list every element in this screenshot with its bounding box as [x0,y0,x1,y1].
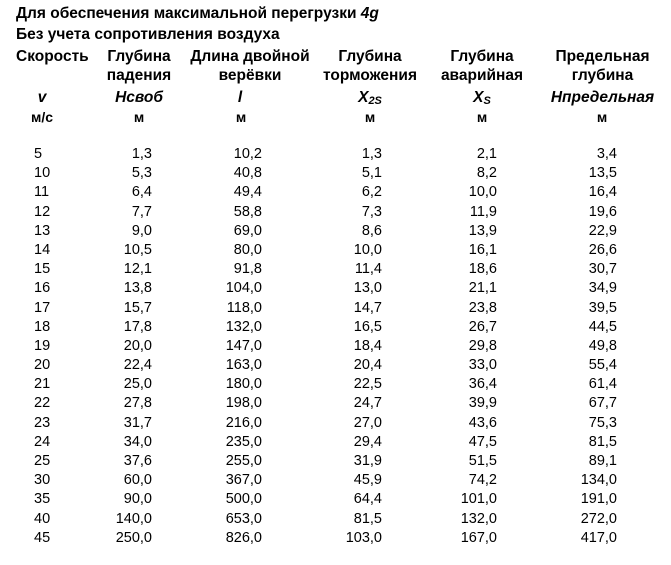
table-cell: 500,0 [225,491,262,508]
table-cell: 22,4 [123,357,152,374]
header-rope-length-line1: Длина двойной [190,48,310,65]
table-cell: 7,7 [131,203,152,220]
symbol-x2s-sub: 2S [368,95,382,107]
document-title [16,5,379,23]
table-row [0,184,671,203]
table-cell: 235,0 [225,433,262,450]
table-cell: 20,0 [123,337,152,354]
table-cell: 10,0 [468,184,497,201]
table-row [0,530,671,549]
table-cell: 16,1 [468,241,497,258]
table-cell: 134,0 [580,472,617,489]
table-cell: 23 [34,414,51,431]
header-limit-depth-line1: Предельная [555,48,650,65]
table-cell: 5,3 [131,165,152,182]
table-cell: 250,0 [115,529,152,546]
table-cell: 198,0 [225,395,262,412]
table-cell: 49,8 [588,337,617,354]
table-cell: 8,2 [476,165,497,182]
table-row [0,415,671,434]
table-cell: 91,8 [233,261,262,278]
data-table [0,146,671,549]
table-cell: 31,7 [123,414,152,431]
table-cell: 25,0 [123,376,152,393]
table-cell: 26,6 [588,241,617,258]
table-cell: 44,5 [588,318,617,335]
table-cell: 3,4 [596,146,617,162]
table-cell: 25 [34,453,51,469]
table-cell: 58,8 [233,203,262,220]
header-limit-depth [540,47,665,85]
header-fall-depth [100,47,178,85]
table-cell: 22,5 [353,376,382,393]
table-cell: 13,8 [123,280,152,297]
table-cell: 9,0 [131,222,152,239]
table-cell: 11 [34,184,50,201]
table-cell: 35 [34,491,51,508]
title-value: 4g [360,5,379,22]
table-row [0,280,671,299]
table-row [0,223,671,242]
table-cell: 8,6 [361,222,382,239]
table-cell: 61,4 [588,376,617,393]
table-row [0,491,671,510]
table-row [0,300,671,319]
table-cell: 13 [34,222,51,239]
header-speed [16,47,96,66]
table-cell: 11,9 [469,203,497,220]
table-cell: 45 [34,529,51,546]
table-cell: 10,2 [233,146,262,162]
table-cell: 34,9 [588,280,617,297]
table-cell: 180,0 [225,376,262,393]
table-cell: 39,5 [588,299,617,316]
table-cell: 417,0 [580,529,617,546]
table-row [0,242,671,261]
table-cell: 18,4 [353,337,382,354]
table-cell: 19,6 [588,203,617,220]
table-cell: 89,1 [588,453,617,469]
table-cell: 6,2 [361,184,382,201]
table-cell: 653,0 [225,510,262,527]
unit-fall-depth: м [133,109,145,125]
table-row [0,357,671,376]
table-cell: 103,0 [345,529,382,546]
symbol-x2s-base: X [358,89,369,106]
table-cell: 90,0 [123,491,152,508]
table-cell: 216,0 [225,414,262,431]
header-speed-line1: Скорость [16,48,89,65]
table-cell: 1,3 [131,146,152,162]
table-cell: 34,0 [123,433,152,450]
table-cell: 367,0 [225,472,262,489]
table-cell: 27,8 [123,395,152,412]
table-cell: 104,0 [225,280,262,297]
table-cell: 23,8 [468,299,497,316]
table-cell: 51,5 [468,453,497,469]
table-cell: 43,6 [468,414,497,431]
table-cell: 17 [34,299,51,316]
table-cell: 60,0 [123,472,152,489]
table-cell: 132,0 [225,318,262,335]
table-cell: 140,0 [115,510,152,527]
table-cell: 15 [34,261,51,278]
table-cell: 11,4 [354,261,382,278]
table-cell: 67,7 [588,395,617,412]
table-cell: 10,5 [123,241,152,258]
table-cell: 12 [34,203,51,220]
table-cell: 80,0 [233,241,262,258]
table-cell: 13,0 [353,280,382,297]
table-cell: 26,7 [468,318,497,335]
table-row [0,434,671,453]
table-cell: 10,0 [353,241,382,258]
table-cell: 20,4 [353,357,382,374]
table-cell: 30 [34,472,51,489]
header-rope-length-line2: верёвки [218,67,282,84]
table-cell: 17,8 [123,318,152,335]
table-cell: 81,5 [353,510,382,527]
table-row [0,511,671,530]
table-cell: 75,3 [588,414,617,431]
header-emergency-depth-line2: аварийная [440,67,524,84]
table-row [0,395,671,414]
table-cell: 24,7 [353,395,382,412]
table-row [0,376,671,395]
table-cell: 49,4 [233,184,262,201]
table-cell: 81,5 [588,433,617,450]
table-cell: 2,1 [476,146,497,162]
table-cell: 255,0 [225,453,262,469]
header-braking-depth-line1: Глубина [338,48,402,65]
table-cell: 16,4 [588,184,617,201]
unit-emergency-depth: м [476,109,488,125]
table-cell: 31,9 [353,453,382,469]
table-cell: 163,0 [225,357,262,374]
table-cell: 272,0 [580,510,617,527]
table-cell: 21 [34,376,51,393]
table-cell: 12,1 [123,261,152,278]
table-cell: 826,0 [225,529,262,546]
header-rope-length [183,47,317,85]
table-cell: 167,0 [460,529,497,546]
symbol-hsvob: Hсвоб [115,89,163,106]
table-cell: 40 [34,510,51,527]
table-cell: 37,6 [123,453,152,469]
table-cell: 22 [34,395,51,412]
unit-speed: м/с [30,109,54,125]
table-cell: 45,9 [353,472,382,489]
table-cell: 29,4 [353,433,382,450]
table-cell: 191,0 [580,491,617,508]
header-fall-depth-line2: падения [106,67,172,84]
table-cell: 7,3 [361,203,382,220]
table-row [0,472,671,491]
table-cell: 55,4 [588,357,617,374]
table-cell: 18 [34,318,51,335]
table-cell: 14 [34,241,51,258]
symbol-v: v [37,89,47,106]
table-cell: 10 [34,165,51,182]
table-cell: 6,4 [131,184,152,201]
header-braking-depth [320,47,420,85]
symbol-xs-base: X [473,89,484,106]
table-row [0,261,671,280]
table-cell: 30,7 [588,261,617,278]
table-cell: 15,7 [123,299,152,316]
symbol-l: l [237,89,243,106]
table-row [0,338,671,357]
title-text: Для обеспечения максимальной перегрузки [16,5,357,22]
table-cell: 16,5 [353,318,382,335]
table-cell: 36,4 [468,376,497,393]
table-cell: 132,0 [460,510,497,527]
table-row [0,204,671,223]
table-cell: 13,9 [468,222,497,239]
table-cell: 16 [34,280,51,297]
header-limit-depth-line2: глубина [571,67,634,84]
symbol-hpredelnaya: Hпредельная [550,89,655,106]
header-emergency-depth [432,47,532,85]
table-cell: 27,0 [353,414,382,431]
table-cell: 47,5 [468,433,497,450]
header-fall-depth-line1: Глубина [107,48,171,65]
table-cell: 18,6 [468,261,497,278]
table-cell: 5,1 [361,165,382,182]
document-subtitle: Без учета сопротивления воздуха [16,26,280,43]
table-row [0,319,671,338]
header-emergency-depth-line1: Глубина [450,48,514,65]
table-cell: 118,0 [226,299,262,316]
symbol-xs [432,89,532,107]
table-row [0,146,671,165]
table-cell: 74,2 [468,472,497,489]
table-cell: 1,3 [361,146,382,162]
table-cell: 14,7 [353,299,382,316]
table-cell: 101,0 [460,491,497,508]
table-cell: 21,1 [468,280,497,297]
table-cell: 13,5 [588,165,617,182]
table-cell: 24 [34,433,51,450]
unit-limit-depth: м [596,109,608,125]
table-cell: 19 [34,337,51,354]
unit-rope-length: м [235,109,247,125]
table-cell: 5 [34,146,43,162]
table-cell: 20 [34,357,51,374]
symbol-x2s [320,89,420,107]
table-cell: 22,9 [588,222,617,239]
table-cell: 39,9 [468,395,497,412]
table-cell: 40,8 [233,165,262,182]
unit-braking-depth: м [364,109,376,125]
header-braking-depth-line2: торможения [323,67,417,84]
table-cell: 147,0 [225,337,262,354]
table-row [0,165,671,184]
table-cell: 33,0 [468,357,497,374]
table-cell: 69,0 [233,222,262,239]
symbol-xs-sub: S [483,95,491,107]
table-cell: 29,8 [468,337,497,354]
table-cell: 64,4 [353,491,382,508]
table-row [0,453,671,472]
